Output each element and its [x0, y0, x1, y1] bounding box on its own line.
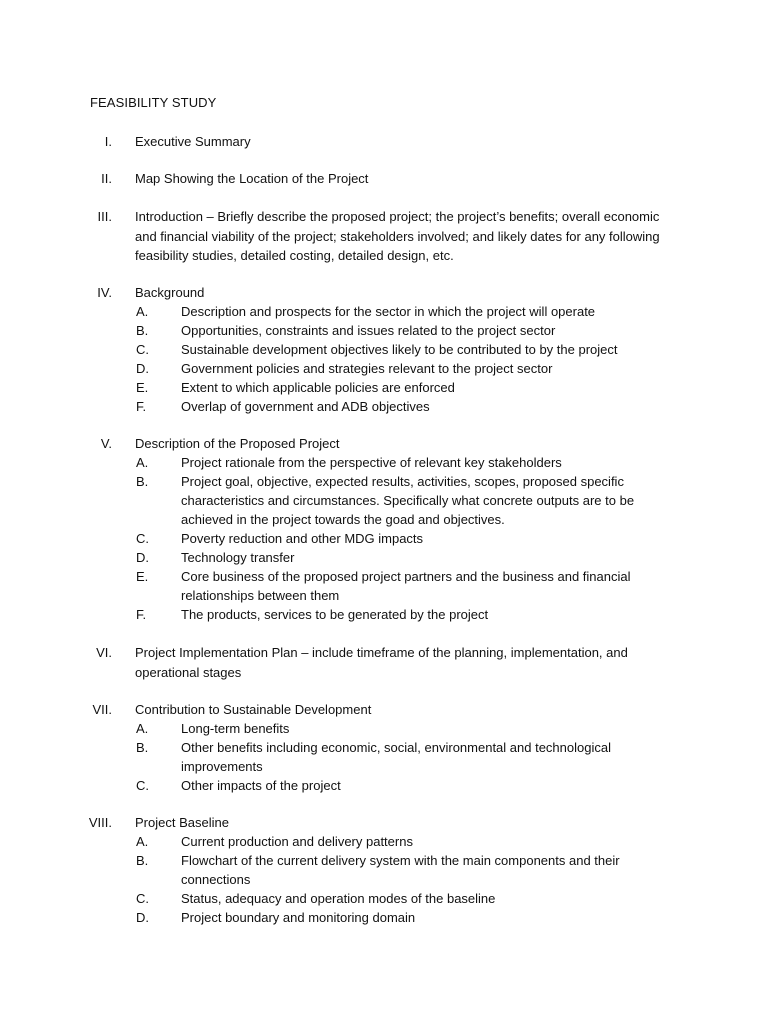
item-text: Extent to which applicable policies are enforced — [181, 380, 455, 395]
section-heading — [0, 132, 768, 151]
section-2 — [0, 169, 768, 188]
list-item — [0, 548, 768, 567]
list-item — [0, 776, 768, 795]
item-text: Poverty reduction and other MDG impacts — [181, 531, 424, 546]
item-letter: E. — [136, 380, 149, 395]
section-title: Map Showing the Location of the Project — [135, 171, 369, 186]
section-title: Introduction – Briefly describe the proposed project; the project’s benefits; overall economic and financial viability of the project; stakeholders involved; and likely dates for any following feasibility studies, detailed costing, detailed design, etc. — [135, 209, 660, 263]
item-letter: E. — [136, 569, 149, 584]
section-number: V. — [100, 436, 112, 451]
item-text: Technology transfer — [181, 550, 295, 565]
item-letter: A. — [136, 304, 149, 319]
item-text: Other benefits including economic, social, environmental and technological improvements — [181, 740, 611, 774]
section-title: Executive Summary — [135, 134, 251, 149]
section-number: I. — [104, 134, 112, 149]
list-item — [0, 397, 768, 416]
item-text: Opportunities, constraints and issues related to the project sector — [181, 323, 556, 338]
section-5 — [0, 434, 768, 624]
section-6 — [0, 643, 768, 682]
list-item — [0, 359, 768, 378]
item-letter: B. — [136, 323, 149, 338]
item-letter: F. — [136, 607, 147, 622]
item-letter: C. — [136, 342, 149, 357]
item-text: Flowchart of the current delivery system with the main components and their connections — [181, 853, 620, 887]
section-8 — [0, 813, 768, 927]
section-number: III. — [97, 209, 112, 224]
item-text: Description and prospects for the sector in which the project will operate — [181, 304, 596, 319]
section-heading — [0, 700, 768, 719]
section-heading — [0, 434, 768, 453]
list-item — [0, 889, 768, 908]
list-item — [0, 851, 768, 889]
item-text: Other impacts of the project — [181, 778, 341, 793]
section-items — [0, 302, 768, 416]
section-heading — [0, 643, 768, 682]
item-text: Sustainable development objectives likely to be contributed to by the project — [181, 342, 618, 357]
section-title: Project Baseline — [135, 815, 229, 830]
section-number: IV. — [97, 285, 112, 300]
item-text: Project rationale from the perspective of relevant key stakeholders — [181, 455, 562, 470]
list-item — [0, 832, 768, 851]
item-letter: A. — [136, 721, 149, 736]
list-item — [0, 529, 768, 548]
section-7 — [0, 700, 768, 795]
item-letter: A. — [136, 834, 149, 849]
list-item — [0, 378, 768, 397]
section-heading — [0, 169, 768, 188]
item-letter: F. — [136, 399, 147, 414]
section-number: VIII. — [88, 815, 112, 830]
section-number: VII. — [92, 702, 112, 717]
section-items — [0, 453, 768, 624]
section-title: Background — [135, 285, 205, 300]
item-letter: C. — [136, 531, 149, 546]
list-item — [0, 719, 768, 738]
list-item — [0, 340, 768, 359]
section-number: II. — [101, 171, 112, 186]
section-heading — [0, 207, 768, 266]
section-3 — [0, 207, 768, 266]
item-text: Current production and delivery patterns — [181, 834, 413, 849]
list-item — [0, 605, 768, 624]
item-letter: D. — [136, 910, 149, 925]
section-title: Project Implementation Plan – include timeframe of the planning, implementation, and operational stages — [135, 645, 628, 680]
item-letter: C. — [136, 891, 149, 906]
item-letter: B. — [136, 474, 149, 489]
item-text: Government policies and strategies relevant to the project sector — [181, 361, 553, 376]
list-item — [0, 302, 768, 321]
item-letter: D. — [136, 361, 149, 376]
item-letter: B. — [136, 853, 149, 868]
document-title: FEASIBILITY STUDY — [90, 95, 217, 110]
item-text: Project boundary and monitoring domain — [181, 910, 416, 925]
item-text: Status, adequacy and operation modes of the baseline — [181, 891, 496, 906]
section-title: Contribution to Sustainable Development — [135, 702, 372, 717]
list-item — [0, 321, 768, 340]
item-text: Core business of the proposed project partners and the business and financial relationships between them — [181, 569, 631, 603]
section-heading — [0, 813, 768, 832]
item-text: Long-term benefits — [181, 721, 290, 736]
item-letter: C. — [136, 778, 149, 793]
item-letter: A. — [136, 455, 149, 470]
list-item — [0, 472, 768, 529]
list-item — [0, 453, 768, 472]
list-item — [0, 738, 768, 776]
section-heading — [0, 283, 768, 302]
item-text: Project goal, objective, expected results, activities, scopes, proposed specific characteristics and circumstances. Specifically what concrete outputs are to be achieved in the project towards the goad and objectives. — [181, 474, 635, 527]
section-1 — [0, 132, 768, 151]
item-letter: B. — [136, 740, 149, 755]
section-4 — [0, 283, 768, 416]
section-items — [0, 832, 768, 927]
section-number: VI. — [96, 645, 112, 660]
item-letter: D. — [136, 550, 149, 565]
item-text: The products, services to be generated by the project — [181, 607, 489, 622]
section-items — [0, 719, 768, 795]
list-item — [0, 908, 768, 927]
item-text: Overlap of government and ADB objectives — [181, 399, 430, 414]
section-title: Description of the Proposed Project — [135, 436, 340, 451]
list-item — [0, 567, 768, 605]
